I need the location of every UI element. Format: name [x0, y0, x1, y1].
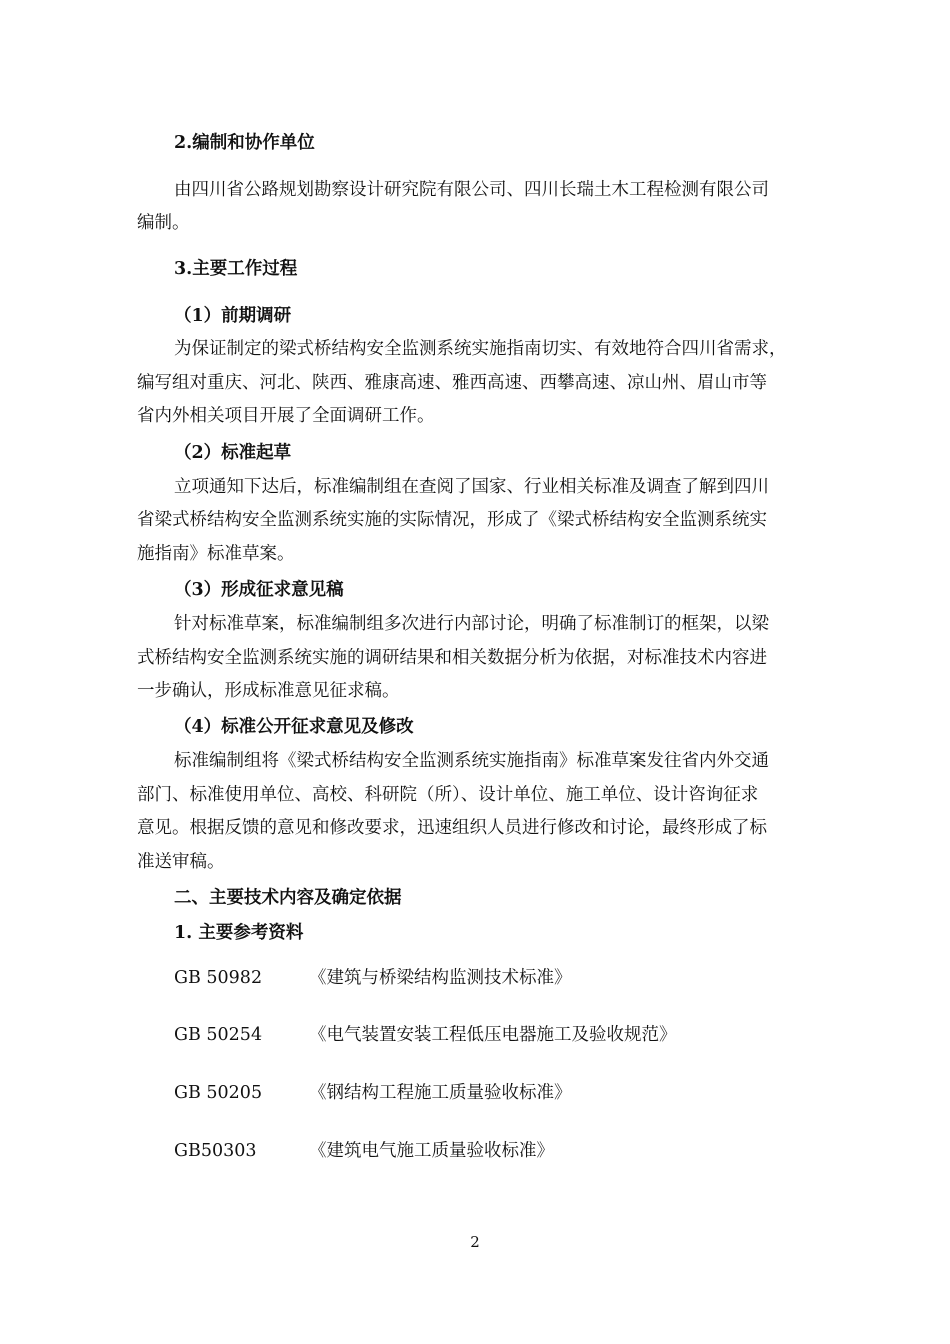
paragraph-line: 意见。根据反馈的意见和修改要求，迅速组织人员进行修改和讨论，最终形成了标	[137, 818, 767, 838]
reference-title: 《电气装置安装工程低压电器施工及验收规范》	[309, 1025, 677, 1045]
reference-code: GB 50205	[174, 1083, 263, 1103]
paragraph-line: 省内外相关项目开展了全面调研工作。	[137, 406, 435, 426]
step-heading-public-consultation: （4）标准公开征求意见及修改	[174, 717, 414, 737]
paragraph-line: 由四川省公路规划勘察设计研究院有限公司、四川长瑞土木工程检测有限公司	[174, 180, 769, 200]
paragraph-line: 标准编制组将《梁式桥结构安全监测系统实施指南》标准草案发往省内外交通	[174, 751, 769, 771]
paragraph-line: 部门、标准使用单位、高校、科研院（所）、设计单位、施工单位、设计咨询征求	[137, 785, 759, 805]
paragraph-line: 一步确认，形成标准意见征求稿。	[137, 681, 400, 701]
paragraph-line: 式桥结构安全监测系统实施的调研结果和相关数据分析为依据，对标准技术内容进	[137, 648, 767, 668]
paragraph-line: 针对标准草案，标准编制组多次进行内部讨论，明确了标准制订的框架，以梁	[174, 614, 769, 634]
part-heading-technical-content: 二、主要技术内容及确定依据	[174, 888, 402, 908]
reference-title: 《建筑与桥梁结构监测技术标准》	[309, 968, 572, 988]
paragraph-line: 省梁式桥结构安全监测系统实施的实际情况，形成了《梁式桥结构安全监测系统实	[137, 510, 767, 530]
reference-code: GB 50982	[174, 968, 263, 988]
reference-code: GB50303	[174, 1141, 257, 1161]
paragraph-line: 立项通知下达后，标准编制组在查阅了国家、行业相关标准及调查了解到四川	[174, 477, 769, 497]
reference-title: 《建筑电气施工质量验收标准》	[309, 1141, 554, 1161]
section-heading-work-process: 3.主要工作过程	[174, 259, 298, 279]
page-number: 2	[470, 1233, 480, 1251]
paragraph-line: 编制。	[137, 213, 190, 233]
paragraph-line: 施指南》标准草案。	[137, 544, 295, 564]
reference-code: GB 50254	[174, 1025, 263, 1045]
paragraph-line: 准送审稿。	[137, 852, 225, 872]
step-heading-consultation-draft: （3）形成征求意见稿	[174, 580, 344, 600]
paragraph-line: 编写组对重庆、河北、陕西、雅康高速、雅西高速、西攀高速、凉山州、眉山市等	[137, 373, 767, 393]
step-heading-drafting: （2）标准起草	[174, 443, 292, 463]
paragraph-line: 为保证制定的梁式桥结构安全监测系统实施指南切实、有效地符合四川省需求，	[174, 339, 787, 359]
section-heading-units: 2.编制和协作单位	[174, 133, 315, 153]
step-heading-research: （1）前期调研	[174, 306, 292, 326]
sub-heading-references: 1. 主要参考资料	[174, 923, 304, 943]
reference-title: 《钢结构工程施工质量验收标准》	[309, 1083, 572, 1103]
